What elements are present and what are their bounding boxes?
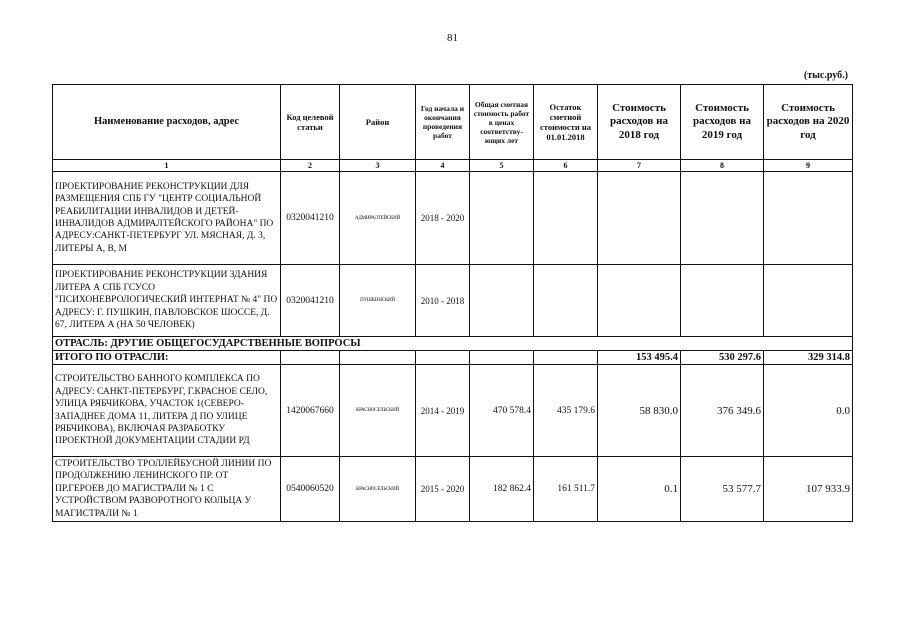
column-number: 1 (53, 160, 281, 172)
column-number: 3 (340, 160, 416, 172)
row-cost-2020 (764, 265, 853, 337)
empty-cell (281, 351, 340, 365)
row-total-cost: 182 862.4 (470, 457, 534, 522)
column-number-row (53, 160, 853, 172)
row-code: 0320041210 (281, 265, 340, 337)
row-cost-2019 (681, 265, 764, 337)
row-district: КРАСНОСЕЛЬСКИЙ (340, 365, 416, 457)
row-cost-2018: 0.1 (598, 457, 681, 522)
row-code: 0320041210 (281, 172, 340, 265)
section-total-2019: 530 297.6 (681, 351, 764, 365)
row-name: ПРОЕКТИРОВАНИЕ РЕКОНСТРУКЦИИ ДЛЯ РАЗМЕЩЕНИЯ СПБ ГУ "ЦЕНТР СОЦИАЛЬНОЙ РЕАБИЛИТАЦИИ ИНВАЛИДОВ И ДЕТЕЙ-ИНВАЛИДОВ АДМИРАЛТЕЙСКОГО РАЙОНА" ПО АДРЕСУ:САНКТ-ПЕТЕРБУРГ УЛ. МЯСНАЯ, Д. 3, ЛИТЕРЫ А, В, М (53, 172, 281, 265)
empty-cell (416, 351, 470, 365)
row-remaining: 435 179.6 (534, 365, 598, 457)
section-total-2018: 153 495.4 (598, 351, 681, 365)
row-cost-2018 (598, 172, 681, 265)
column-number: 7 (598, 160, 681, 172)
header-cost-2020: Стоимость расходов на 2020 год (764, 85, 853, 160)
header-row (53, 85, 853, 160)
row-district: ПУШКИНСКИЙ (340, 265, 416, 337)
row-cost-2020 (764, 172, 853, 265)
section-total-row (53, 351, 853, 365)
column-number: 5 (470, 160, 534, 172)
row-years: 2010 - 2018 (416, 265, 470, 337)
row-name: СТРОИТЕЛЬСТВО ТРОЛЛЕЙБУСНОЙ ЛИНИИ ПО ПРОДОЛЖЕНИЮ ЛЕНИНСКОГО ПР. ОТ ПР.ГЕРОЕВ ДО МАГИСТРАЛИ № 1 С УСТРОЙСТВОМ РАЗВОРОТНОГО КОЛЬЦА У МАГИСТРАЛИ № 1 (53, 457, 281, 522)
unit-label: (тыс.руб.) (803, 70, 848, 81)
row-years: 2018 - 2020 (416, 172, 470, 265)
row-total-cost (470, 172, 534, 265)
section-title-row (53, 337, 853, 351)
column-number: 8 (681, 160, 764, 172)
column-number: 4 (416, 160, 470, 172)
empty-cell (470, 351, 534, 365)
row-district: КРАСНОСЕЛЬСКИЙ (340, 457, 416, 522)
header-years: Год начала и окончания проведения работ (416, 85, 470, 160)
row-cost-2020: 0.0 (764, 365, 853, 457)
section-total-label: ИТОГО ПО ОТРАСЛИ: (53, 351, 281, 365)
column-number: 9 (764, 160, 853, 172)
row-code: 0540060520 (281, 457, 340, 522)
row-remaining (534, 172, 598, 265)
header-district: Район (340, 85, 416, 160)
row-remaining: 161 511.7 (534, 457, 598, 522)
header-cost-2018: Стоимость расходов на 2018 год (598, 85, 681, 160)
row-district: АДМИРАЛТЕЙСКИЙ (340, 172, 416, 265)
empty-cell (340, 351, 416, 365)
page-number: 81 (447, 32, 458, 44)
header-name: Наименование расходов, адрес (53, 85, 281, 160)
row-years: 2014 - 2019 (416, 365, 470, 457)
header-remaining: Остаток сметной стоимости на 01.01.2018 (534, 85, 598, 160)
row-cost-2019: 53 577.7 (681, 457, 764, 522)
column-number: 2 (281, 160, 340, 172)
row-years: 2015 - 2020 (416, 457, 470, 522)
row-name: ПРОЕКТИРОВАНИЕ РЕКОНСТРУКЦИИ ЗДАНИЯ ЛИТЕРА А СПБ ГСУСО "ПСИХОНЕВРОЛОГИЧЕСКИЙ ИНТЕРНАТ № 4" ПО АДРЕСУ: Г. ПУШКИН, ПАВЛОВСКОЕ ШОССЕ, Д. 67, ЛИТЕРА А (НА 50 ЧЕЛОВЕК) (53, 265, 281, 337)
table-row (53, 172, 853, 265)
header-total-cost: Общая сметная стоимость работ в ценах соответству-ющих лет (470, 85, 534, 160)
row-total-cost: 470 578.4 (470, 365, 534, 457)
header-code: Код целевой статьи (281, 85, 340, 160)
row-cost-2018: 58 830.0 (598, 365, 681, 457)
row-cost-2018 (598, 265, 681, 337)
header-cost-2019: Стоимость расходов на 2019 год (681, 85, 764, 160)
section-total-2020: 329 314.8 (764, 351, 853, 365)
row-code: 1420067660 (281, 365, 340, 457)
row-name: СТРОИТЕЛЬСТВО БАННОГО КОМПЛЕКСА ПО АДРЕСУ: САНКТ-ПЕТЕРБУРГ, Г.КРАСНОЕ СЕЛО, УЛИЦА РЯБЧИКОВА, УЧАСТОК 1(СЕВЕРО-ЗАПАДНЕЕ ДОМА 11, ЛИТЕРА Д ПО УЛИЦЕ РЯБЧИКОВА), ВКЛЮЧАЯ РАЗРАБОТКУ ПРОЕКТНОЙ ДОКУМЕНТАЦИИ СТАДИИ РД (53, 365, 281, 457)
table-row (53, 457, 853, 522)
expenditure-table (52, 84, 853, 522)
section-title: ОТРАСЛЬ: ДРУГИЕ ОБЩЕГОСУДАРСТВЕННЫЕ ВОПРОСЫ (53, 337, 853, 351)
table-row (53, 365, 853, 457)
column-number: 6 (534, 160, 598, 172)
row-cost-2020: 107 933.9 (764, 457, 853, 522)
row-cost-2019 (681, 172, 764, 265)
row-remaining (534, 265, 598, 337)
table-row (53, 265, 853, 337)
row-cost-2019: 376 349.6 (681, 365, 764, 457)
row-total-cost (470, 265, 534, 337)
empty-cell (534, 351, 598, 365)
